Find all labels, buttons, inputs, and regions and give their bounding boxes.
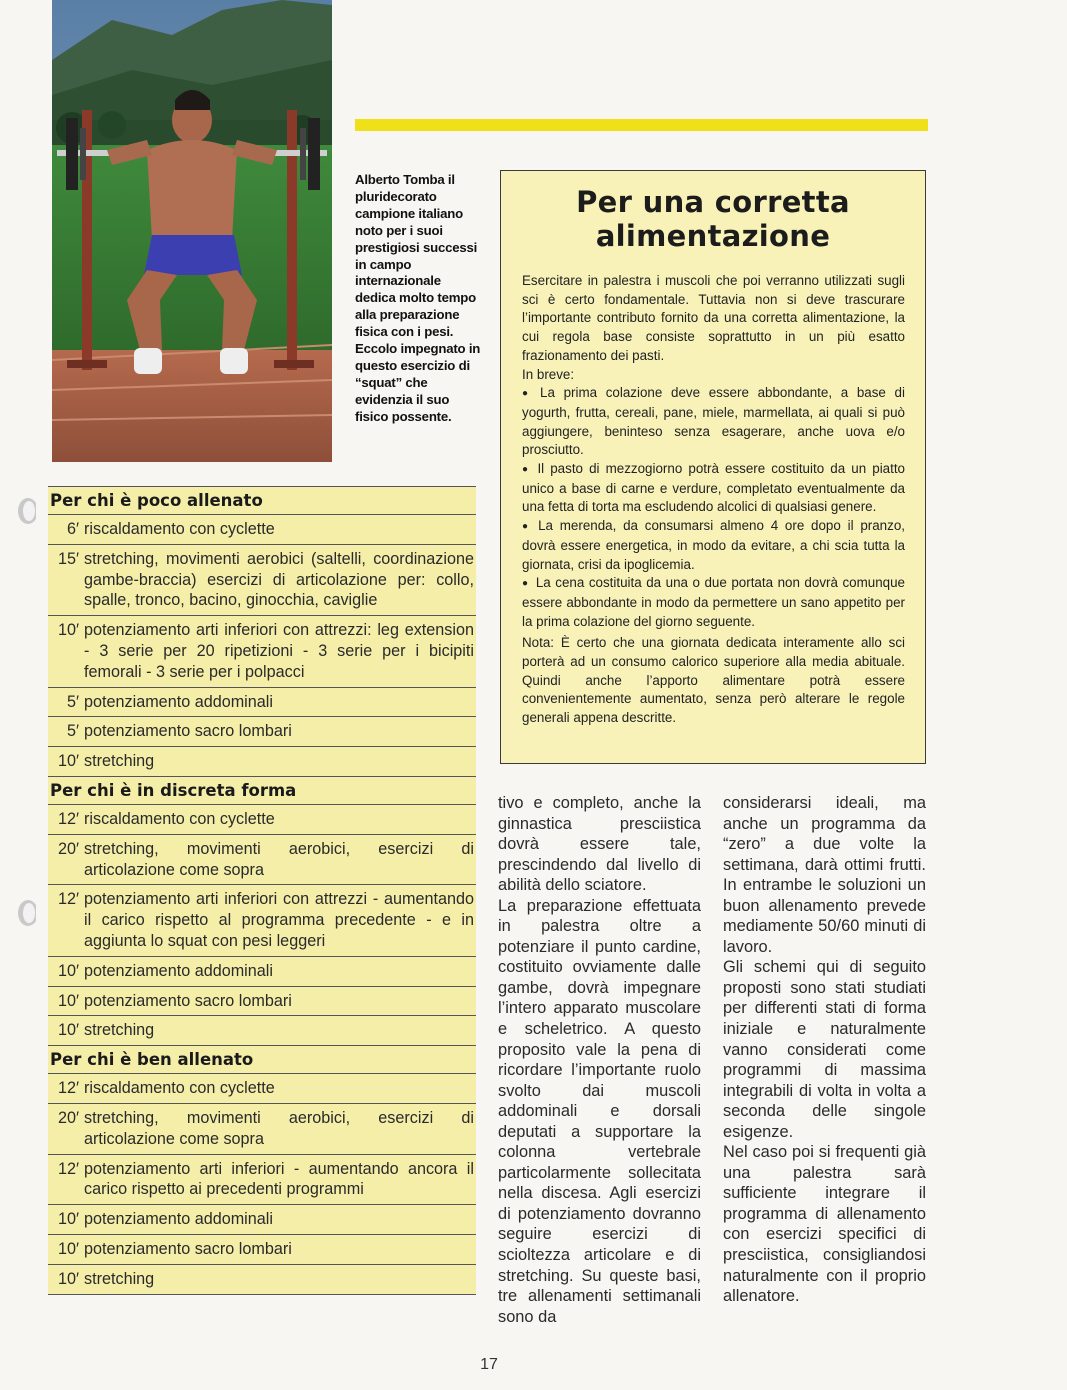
nutrition-intro: Esercitare in palestra i muscoli che poi verranno utilizzati sugli sci è certo fondamentale. Tuttavia non si deve trascurare l’importante contributo fornito da una corretta alimentazione, la cui regola base consiste soprattutto in un più esatto frazionamento dei pasti. (522, 273, 905, 363)
binder-hole-icon (14, 898, 36, 928)
row-minutes: 10′ (57, 1239, 79, 1258)
nutrition-bullet: ● La prima colazione deve essere abbondante, a base di yogurth, frutta, cereali, pane, miele, marmellata, ai quali si può aggiungere, beninteso senza esagerare, anche uova e/o prosciutto. (522, 384, 905, 460)
table-row (48, 1016, 476, 1046)
row-minutes: 10′ (57, 991, 79, 1010)
table-row (48, 1104, 476, 1155)
section-title: Per chi è poco allenato (48, 486, 476, 515)
row-description: potenziamento arti inferiori con attrezzi - aumentando il carico rispetto al programma precedente - e in aggiunta lo squat con pesi leggeri (84, 890, 474, 950)
photo-caption: Alberto Tomba il pluridecorato campione italiano noto per i suoi prestigiosi successi in campo internazionale dedica molto tempo alla preparazione fisica con i pesi. Eccolo impegnato in questo esercizio di “squat” che evidenzia il suo fisico possente. (355, 172, 481, 424)
row-description: potenziamento sacro lombari (84, 1239, 292, 1258)
row-minutes: 12′ (57, 809, 79, 828)
nutrition-note: Nota: È certo che una giornata dedicata interamente allo sci porterà ad un consumo calorico superiore alla media abituale. Quindi anche l’apporto alimentare potrà essere convenientemente aumentato, senza però alterare le regole generali appena descritte. (522, 635, 905, 726)
row-minutes: 12′ (57, 1159, 79, 1178)
row-description: potenziamento addominali (84, 692, 273, 711)
row-description: stretching, movimenti aerobici (saltelli, coordinazione gambe-braccia) esercizi di articolazione per: collo, spalle, tronco, bacino, ginocchia, caviglie (84, 549, 474, 610)
article-column-1 (498, 793, 701, 1327)
article-paragraph: considerarsi ideali, ma anche un programma da “zero” a due volte la settimana, darà ottimi frutti. In entrambe le soluzioni un buon allenamento prevede mediamente 50/60 minuti di lavoro. (723, 794, 926, 956)
article-paragraph: Gli schemi qui di seguito proposti sono stati studiati per differenti stati di forma iniziale e naturalmente vanno considerati come programmi di massima integrabili di volta in volta a seconda delle singole esigenze. (723, 958, 926, 1141)
row-minutes: 10′ (57, 1021, 79, 1040)
row-minutes: 10′ (57, 752, 79, 771)
table-row (48, 1265, 476, 1295)
row-description: potenziamento addominali (84, 961, 273, 980)
row-description: potenziamento sacro lombari (84, 722, 292, 741)
row-description: potenziamento sacro lombari (84, 991, 292, 1010)
binder-hole-icon (14, 496, 36, 526)
nutrition-bullet: ● La merenda, da consumarsi almeno 4 ore dopo il pranzo, dovrà essere energetica, in modo da evitare, a chi scia tutta la giornata, crisi da ipoglicemia. (522, 517, 905, 574)
photo-weightlifting-squat (52, 0, 332, 462)
row-minutes: 6′ (66, 520, 79, 538)
table-row (48, 717, 476, 747)
table-row (48, 885, 476, 956)
row-description: stretching (84, 1021, 155, 1040)
nutrition-box-title: Per una corretta alimentazione (576, 185, 850, 253)
row-minutes: 12′ (57, 1079, 79, 1098)
row-minutes: 5′ (66, 722, 79, 741)
training-table (48, 486, 476, 1295)
row-description: stretching (84, 752, 155, 771)
table-row (48, 1205, 476, 1235)
row-description: riscaldamento con cyclette (84, 809, 275, 828)
table-row (48, 835, 476, 886)
nutrition-box (500, 170, 926, 764)
row-description: riscaldamento con cyclette (84, 1079, 275, 1098)
row-minutes: 20′ (57, 1108, 79, 1127)
row-minutes: 5′ (66, 692, 79, 711)
nutrition-bullet: ● La cena costituita da una o due portata non dovrà comunque essere abbondante in modo da permettere un sano appetito per la prima colazione del giorno seguente. (522, 574, 905, 631)
row-description: riscaldamento con cyclette (84, 520, 275, 538)
row-description: potenziamento addominali (84, 1210, 273, 1229)
row-description: stretching, movimenti aerobici, esercizi di articolazione come sopra (84, 839, 474, 879)
article-paragraph: tivo e completo, anche la ginnastica presciistica dovrà essere tale, prescindendo dal livello di abilità dello sciatore. (498, 794, 701, 895)
decorative-yellow-bar (355, 119, 928, 131)
page-number: 17 (480, 1356, 498, 1373)
section-title: Per chi è in discreta forma (48, 777, 476, 805)
row-description: potenziamento arti inferiori - aumentando ancora il carico rispetto ai precedenti programmi (84, 1159, 474, 1199)
table-row (48, 616, 476, 687)
row-minutes: 12′ (57, 890, 79, 909)
nutrition-lead: In breve: (522, 366, 575, 382)
row-minutes: 10′ (57, 1210, 79, 1229)
row-minutes: 10′ (57, 621, 79, 640)
table-row (48, 805, 476, 835)
table-row (48, 747, 476, 777)
table-row (48, 987, 476, 1017)
table-row (48, 1155, 476, 1206)
article-column-2 (723, 793, 926, 1307)
row-description: potenziamento arti inferiori con attrezzi: leg extension - 3 serie per 20 ripetizioni - 3 serie per i bicipiti femorali - 3 serie per i polpacci (84, 621, 474, 681)
row-minutes: 15′ (57, 549, 79, 568)
table-row (48, 688, 476, 718)
table-row (48, 545, 476, 616)
table-row (48, 957, 476, 987)
nutrition-box-body (522, 272, 905, 728)
table-row (48, 515, 476, 545)
nutrition-bullet: ● Il pasto di mezzogiorno potrà essere costituito da un piatto unico a base di carne e verdure, completato eventualmente da una fetta di torta ma escludendo alcolici di qualsiasi genere. (522, 460, 905, 517)
row-minutes: 20′ (57, 839, 79, 858)
row-description: stretching (84, 1269, 155, 1288)
article-paragraph: La preparazione effettuata in palestra oltre a potenziare il punto cardine, costituito ovviamente dalle gambe, dovrà impegnare l’intero apparato muscolare e scheletrico. A questo proposito vale la pena di ricordare l’importante ruolo svolto dai muscoli addominali e dorsali deputati a supportare la colonna vertebrale particolarmente sollecitata nella discesa. Agli esercizi di potenziamento dovranno seguire esercizi di scioltezza articolare e di stretching. Su queste basi, tre allenamenti settimanali sono da (498, 896, 701, 1326)
article-paragraph: Nel caso poi si frequenti già una palestra sarà sufficiente integrare il programma di allenamento con esercizi specifici di presciistica, consigliandosi naturalmente con il proprio allenatore. (723, 1143, 926, 1306)
row-minutes: 10′ (57, 1269, 79, 1288)
table-row (48, 1235, 476, 1265)
row-description: stretching, movimenti aerobici, esercizi di articolazione come sopra (84, 1108, 474, 1148)
section-title: Per chi è ben allenato (48, 1046, 476, 1074)
table-row (48, 1074, 476, 1104)
row-minutes: 10′ (57, 961, 79, 980)
